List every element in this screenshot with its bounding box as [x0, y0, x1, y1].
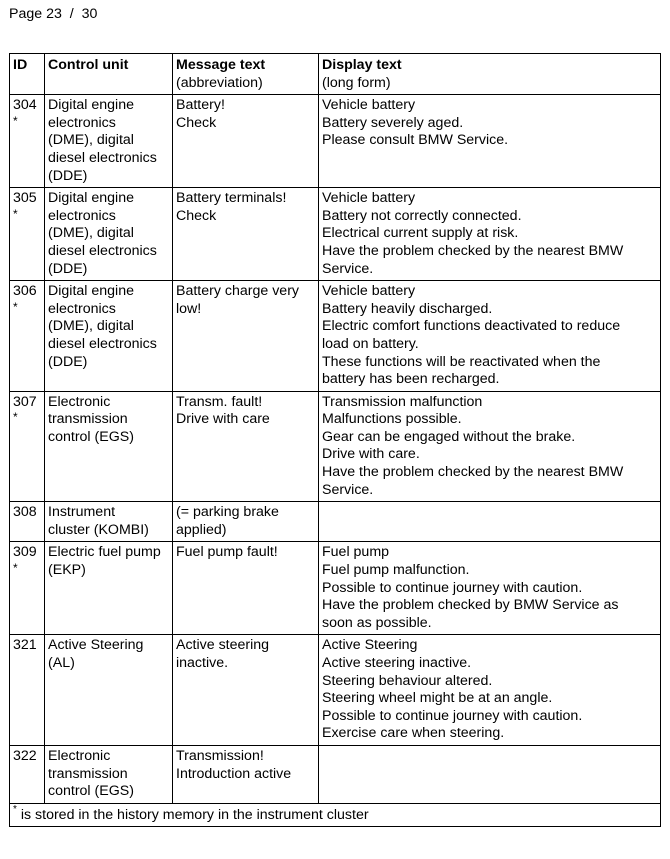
message-id: 306	[13, 283, 37, 300]
control-unit-line: Electric fuel pump	[48, 544, 161, 561]
header-message-text: Message text (abbreviation)	[173, 54, 319, 95]
footnote-row	[10, 803, 661, 826]
cell-control-unit	[45, 635, 173, 746]
display-text-line: Please consult BMW Service.	[322, 132, 509, 149]
message-text-line: Fuel pump fault!	[176, 544, 278, 561]
control-unit-line: (DME), digital	[48, 225, 134, 242]
page-current: 23	[46, 6, 62, 22]
message-text-line: Active steering	[176, 637, 270, 654]
display-text-line: Possible to continue journey with caution.	[322, 579, 583, 596]
control-unit-line: electronics	[48, 300, 116, 317]
page-label: Page	[9, 6, 43, 22]
message-id: 304	[13, 97, 37, 114]
cell-message-text	[173, 542, 319, 635]
control-unit-line: diesel electronics	[48, 242, 157, 259]
page-indicator	[9, 6, 97, 23]
display-text-line: These functions will be reactivated when the	[322, 353, 601, 370]
message-id: 307	[13, 393, 37, 410]
message-id: 309	[13, 544, 37, 561]
message-text-line: Check	[176, 207, 217, 224]
cell-control-unit	[45, 391, 173, 502]
cell-message-text	[173, 95, 319, 188]
display-text-line: Gear can be engaged without the brake.	[322, 428, 576, 445]
control-unit-line: transmission	[48, 411, 128, 428]
display-text-line: Steering wheel might be at an angle.	[322, 690, 553, 707]
history-marker: *	[13, 299, 18, 314]
cell-message-text	[173, 281, 319, 392]
cell-display-text	[319, 391, 661, 502]
display-text-line: Have the problem checked by BMW Service as	[322, 597, 619, 614]
control-unit-line: control (EGS)	[48, 428, 134, 445]
cell-id	[10, 281, 45, 392]
cell-id	[10, 542, 45, 635]
check-control-message-table	[9, 53, 661, 827]
control-unit-line: (DDE)	[48, 167, 88, 184]
table-row	[10, 502, 661, 542]
cell-control-unit	[45, 95, 173, 188]
cell-id	[10, 188, 45, 281]
message-id: 308	[13, 504, 37, 521]
cell-id	[10, 745, 45, 803]
message-text-line: Drive with care	[176, 411, 270, 428]
cell-control-unit	[45, 745, 173, 803]
control-unit-line: Electronic	[48, 393, 111, 410]
control-unit-line: (DDE)	[48, 353, 88, 370]
display-text-line: Battery severely aged.	[322, 114, 464, 131]
cell-display-text	[319, 95, 661, 188]
display-text-line: Vehicle battery	[322, 283, 416, 300]
footnote-marker: *	[13, 803, 17, 815]
display-text-line: Have the problem checked by the nearest BMW	[322, 242, 624, 259]
control-unit-line: control (EGS)	[48, 783, 134, 800]
footnote-text: is stored in the history memory in the instrument cluster	[16, 806, 369, 823]
display-text-line: load on battery.	[322, 335, 419, 352]
display-text-line: Possible to continue journey with caution.	[322, 707, 583, 724]
header-control-unit: Control unit	[45, 54, 173, 95]
header-display-text: Display text (long form)	[319, 54, 661, 95]
message-id: 322	[13, 747, 37, 764]
message-id: 305	[13, 190, 37, 207]
table-header-row	[10, 54, 661, 95]
display-text-line: Electrical current supply at risk.	[322, 225, 519, 242]
control-unit-line: (AL)	[48, 655, 75, 671]
control-unit-line: (DME), digital	[48, 318, 134, 335]
display-text-line: Battery heavily discharged.	[322, 300, 493, 317]
display-text-line: Electric comfort functions deactivated to reduce	[322, 318, 621, 335]
control-unit-line: Digital engine	[48, 283, 134, 300]
control-unit-line: Digital engine	[48, 97, 134, 114]
control-unit-line: Digital engine	[48, 190, 134, 207]
table-row	[10, 95, 661, 188]
cell-id	[10, 635, 45, 746]
control-unit-line: diesel electronics	[48, 149, 157, 166]
history-marker: *	[13, 561, 18, 576]
page-total: 30	[81, 6, 98, 22]
cell-control-unit	[45, 502, 173, 542]
display-text-line: Transmission malfunction	[322, 393, 483, 410]
cell-id	[10, 95, 45, 188]
control-unit-line: electronics	[48, 114, 116, 131]
cell-display-text	[319, 281, 661, 392]
display-text-line: soon as possible.	[322, 614, 432, 631]
cell-id	[10, 391, 45, 502]
control-unit-line: transmission	[48, 765, 128, 782]
message-text-line: Introduction active	[176, 765, 292, 782]
display-text-line: Drive with care.	[322, 446, 420, 463]
cell-display-text	[319, 188, 661, 281]
control-unit-line: cluster (KOMBI)	[48, 521, 149, 538]
cell-message-text	[173, 391, 319, 502]
control-unit-line: Active Steering	[48, 637, 144, 654]
message-text-line: Battery!	[176, 97, 225, 114]
display-text-line: Have the problem checked by the nearest BMW	[322, 464, 624, 481]
control-unit-line: Instrument	[48, 504, 116, 521]
header-id: ID	[10, 54, 45, 95]
message-text-line: (= parking brake	[176, 504, 279, 521]
table-body	[10, 95, 661, 804]
control-unit-line: electronics	[48, 207, 116, 224]
cell-display-text	[319, 502, 661, 542]
table-row	[10, 635, 661, 746]
message-text-line: Check	[176, 114, 217, 131]
display-text-line: Service.	[322, 481, 374, 498]
message-text-line: Battery terminals!	[176, 190, 287, 207]
cell-display-text	[319, 542, 661, 635]
cell-control-unit	[45, 188, 173, 281]
display-text-line: Malfunctions possible.	[322, 411, 462, 428]
display-text-line: Vehicle battery	[322, 97, 416, 114]
display-text-line: Battery not correctly connected.	[322, 207, 522, 224]
cell-message-text	[173, 188, 319, 281]
display-text-line: Active steering inactive.	[322, 655, 472, 671]
history-marker: *	[13, 206, 18, 221]
history-marker: *	[13, 410, 18, 425]
history-marker: *	[13, 113, 18, 128]
display-text-line: battery has been recharged.	[322, 371, 500, 388]
cell-message-text	[173, 502, 319, 542]
table-row	[10, 281, 661, 392]
message-text-line: inactive.	[176, 655, 229, 671]
cell-id	[10, 502, 45, 542]
control-unit-line: diesel electronics	[48, 335, 157, 352]
display-text-line: Fuel pump	[322, 544, 390, 561]
table-row	[10, 391, 661, 502]
display-text-line: Fuel pump malfunction.	[322, 562, 470, 579]
message-text-line: Battery charge very	[176, 283, 300, 300]
message-text-line: Transmission!	[176, 747, 264, 764]
table-row	[10, 188, 661, 281]
cell-display-text	[319, 745, 661, 803]
cell-message-text	[173, 635, 319, 746]
cell-display-text	[319, 635, 661, 746]
cell-message-text	[173, 745, 319, 803]
display-text-line: Steering behaviour altered.	[322, 672, 493, 689]
message-text-line: Transm. fault!	[176, 393, 263, 410]
message-id: 321	[13, 637, 37, 654]
footnote	[10, 803, 661, 826]
control-unit-line: (DME), digital	[48, 132, 134, 149]
cell-control-unit	[45, 542, 173, 635]
control-unit-line: (EKP)	[48, 562, 86, 579]
page-separator: /	[69, 6, 74, 22]
cell-control-unit	[45, 281, 173, 392]
message-text-line: applied)	[176, 521, 227, 538]
message-text-line: low!	[176, 300, 202, 317]
table-row	[10, 745, 661, 803]
display-text-line: Exercise care when steering.	[322, 725, 505, 742]
display-text-line: Service.	[322, 260, 374, 277]
display-text-line: Active Steering	[322, 637, 418, 654]
display-text-line: Vehicle battery	[322, 190, 416, 207]
control-unit-line: Electronic	[48, 747, 111, 764]
control-unit-line: (DDE)	[48, 260, 88, 277]
table-row	[10, 542, 661, 635]
